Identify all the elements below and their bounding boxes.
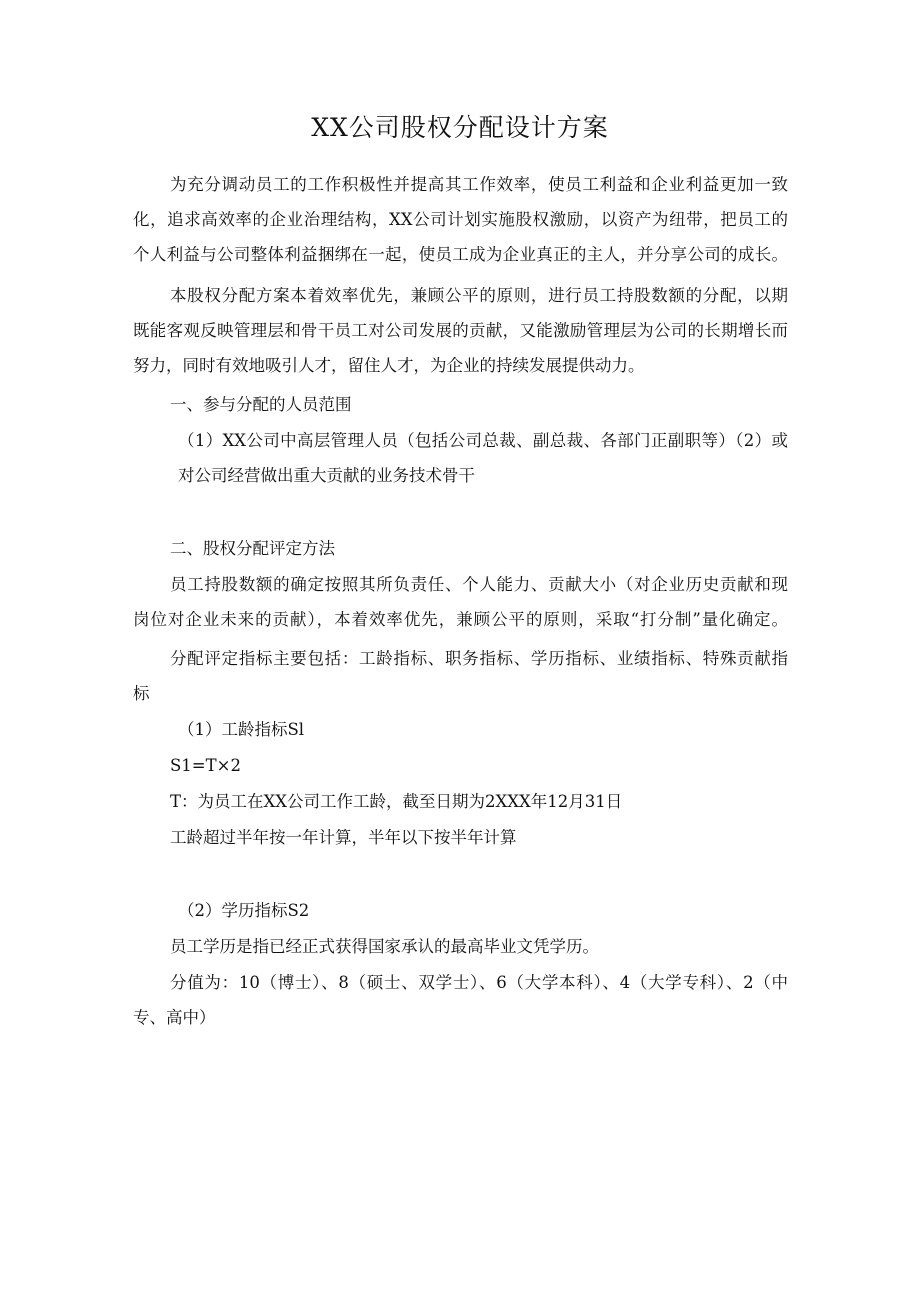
- paragraph-line: 为充分调动员工的工作积极性并提高其工作效率，使员工利益和企业利益更加一致: [170, 175, 788, 194]
- document-title: XX公司股权分配设计方案: [311, 113, 609, 142]
- paragraph-line: 对公司经营做出重大贡献的业务技术骨干: [178, 466, 475, 485]
- paragraph-line: 专、高中）: [133, 1008, 216, 1027]
- paragraph-line: 工龄超过半年按一年计算，半年以下按半年计算: [170, 828, 517, 847]
- section-heading: 一、参与分配的人员范围: [170, 395, 352, 414]
- paragraph-line: 分配评定指标主要包括：工龄指标、职务指标、学历指标、业绩指标、特殊贡献指: [170, 649, 788, 668]
- section-heading: 二、股权分配评定方法: [170, 539, 335, 558]
- paragraph-line: 化，追求高效率的企业治理结构，XX公司计划实施股权激励，以资产为纽带，把员工的: [133, 210, 788, 229]
- subsection-heading: （1）工龄指标Sl: [178, 720, 305, 739]
- paragraph-line: 既能客观反映管理层和骨干员工对公司发展的贡献，又能激励管理层为公司的长期增长而: [133, 321, 788, 340]
- subsection-heading: （2）学历指标S2: [178, 901, 310, 920]
- paragraph-line: 分值为：10（博士）、8（硕士、双学士）、6（大学本科）、4（大学专科）、2（中: [170, 973, 788, 992]
- paragraph-line: 岗位对企业未来的贡献），本着效率优先，兼顾公平的原则，采取“打分制”量化确定。: [133, 610, 788, 629]
- paragraph-line: （1）XX公司中高层管理人员（包括公司总裁、副总裁、各部门正副职等）（2）或: [178, 431, 788, 450]
- paragraph-line: 努力，同时有效地吸引人才，留住人才，为企业的持续发展提供动力。: [133, 356, 645, 375]
- paragraph-line: 员工学历是指已经正式获得国家承认的最高毕业文凭学历。: [170, 937, 599, 956]
- paragraph-line: 标: [133, 684, 150, 703]
- formula-line: S1=T×2: [170, 756, 241, 775]
- paragraph-line: 员工持股数额的确定按照其所负责任、个人能力、贡献大小（对企业历史贡献和现: [170, 575, 788, 594]
- paragraph-line: 本股权分配方案本着效率优先，兼顾公平的原则，进行员工持股数额的分配，以期: [170, 286, 788, 305]
- paragraph-line: T：为员工在XX公司工作工龄，截至日期为2XXX年12月31日: [170, 792, 623, 811]
- paragraph-line: 个人利益与公司整体利益捆绑在一起，使员工成为企业真正的主人，并分享公司的成长。: [133, 245, 788, 264]
